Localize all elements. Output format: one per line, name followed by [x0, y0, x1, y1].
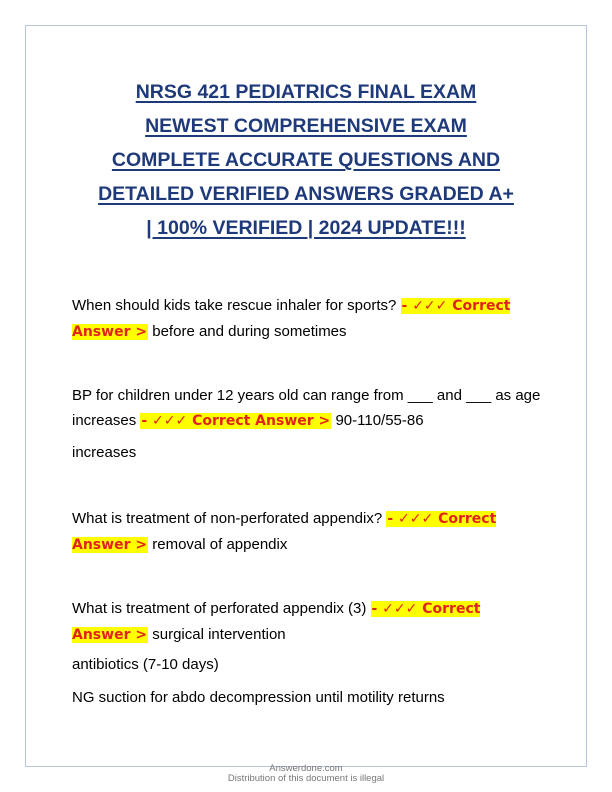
qa-item	[72, 293, 512, 345]
document-title	[60, 75, 552, 245]
answer-text: surgical intervention	[152, 626, 286, 643]
qa-item	[72, 596, 542, 648]
qa-item	[72, 383, 542, 434]
answer-text: before and during sometimes	[152, 323, 347, 340]
correct-answer-marker: - ✓✓✓ Correct Answer >	[72, 511, 497, 553]
footer-site: Answerdone.com	[269, 763, 343, 774]
question-text: BP for children under 12 years old can range from ___ and ___ as age increases	[72, 387, 541, 429]
qa-item	[72, 506, 502, 558]
question-text: When should kids take rescue inhaler for sports?	[72, 297, 397, 314]
question-text: What is treatment of non-perforated appendix?	[72, 510, 383, 527]
question-text: What is treatment of perforated appendix (3)	[72, 600, 367, 617]
answer-extra-line: NG suction for abdo decompression until motility returns	[72, 689, 445, 706]
correct-answer-marker: - ✓✓✓ Correct Answer >	[72, 298, 511, 340]
answer-text: removal of appendix	[152, 536, 288, 553]
title-line: | 100% VERIFIED | 2024 UPDATE!!!	[146, 217, 466, 239]
title-line: COMPLETE ACCURATE QUESTIONS AND	[111, 149, 501, 171]
answer-extra-line: antibiotics (7-10 days)	[72, 656, 219, 673]
answer-extra-line: increases	[72, 444, 137, 461]
correct-answer-marker: - ✓✓✓ Correct Answer >	[141, 413, 331, 429]
title-line: DETAILED VERIFIED ANSWERS GRADED A+	[98, 183, 514, 205]
title-line: NRSG 421 PEDIATRICS FINAL EXAM	[135, 81, 477, 103]
footer-notice: Distribution of this document is illegal	[227, 773, 385, 784]
correct-answer-marker: - ✓✓✓ Correct Answer >	[72, 601, 481, 643]
answer-text: 90-110/55-86	[335, 412, 424, 429]
title-line: NEWEST COMPREHENSIVE EXAM	[145, 115, 467, 137]
